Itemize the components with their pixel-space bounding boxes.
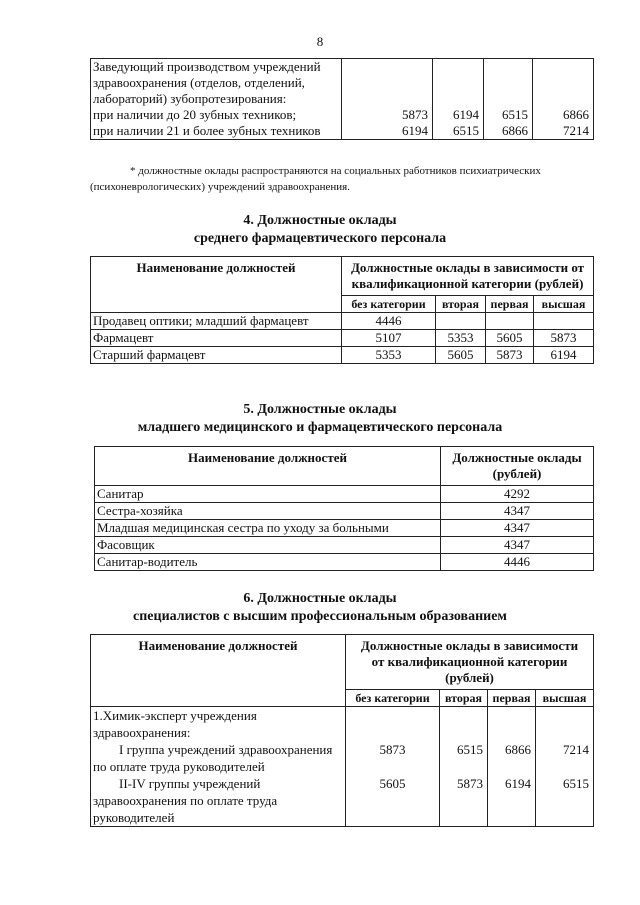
cell-value: 5873 — [342, 59, 433, 124]
subheader: без категории — [346, 690, 440, 707]
row-name: Сестра-хозяйка — [95, 503, 441, 520]
cell-values — [346, 707, 440, 827]
subheader: высшая — [536, 690, 594, 707]
column-header-salary: Должностные оклады в зависимости от квалификационной категории (рублей) — [342, 257, 594, 296]
cell-values — [536, 707, 594, 827]
subheader: первая — [486, 296, 534, 313]
cell-value: 6515 — [563, 776, 589, 791]
group-1 — [93, 741, 343, 775]
table-top-title: Заведующий производством учреждений здравоохранения (отделов, отделений, лабораторий) зубопротезирования: при наличии до 20 зубных техников; — [91, 59, 342, 124]
table-row — [95, 486, 594, 503]
section-5-heading: 5. Должностные оклады младшего медицинского и фармацевтического персонала — [137, 402, 503, 435]
row-name: Продавец оптики; младший фармацевт — [91, 313, 342, 330]
cell-value: 5873 — [486, 347, 534, 364]
cell-value: 4446 — [342, 313, 436, 330]
page-number: 8 — [316, 34, 324, 49]
cell-value: 5353 — [436, 330, 486, 347]
cell-value: 5605 — [486, 330, 534, 347]
cell-value: 5873 — [379, 742, 406, 757]
row-name: II-IV группы учреждений здравоохранения по оплате труда руководителей — [93, 776, 278, 825]
cell-value — [436, 313, 486, 330]
cell-values — [488, 707, 536, 827]
cell-value: 4446 — [441, 554, 594, 571]
cell-value: 5605 — [379, 776, 406, 791]
table-section-6 — [90, 634, 594, 827]
table-row — [95, 537, 594, 554]
cell-value: 6194 — [534, 347, 594, 364]
table-row — [95, 520, 594, 537]
cell-value: 6866 — [484, 123, 533, 140]
column-header-salary: Должностные оклады в зависимости от квалификационной категории (рублей) — [346, 635, 594, 690]
cell-value: 6194 — [505, 776, 531, 791]
cell-value: 4347 — [441, 520, 594, 537]
table-row — [91, 330, 594, 347]
subheader: вторая — [436, 296, 486, 313]
table-row — [95, 503, 594, 520]
table-section-4 — [90, 256, 594, 364]
row-name: Младшая медицинская сестра по уходу за больными — [95, 520, 441, 537]
cell-value: 4347 — [441, 537, 594, 554]
table-top — [90, 58, 594, 140]
subheader: высшая — [534, 296, 594, 313]
row-name: Санитар — [95, 486, 441, 503]
cell-value: 7214 — [563, 742, 589, 757]
section-6-heading: 6. Должностные оклады специалистов с высшим профессиональным образованием — [133, 591, 507, 624]
row-name: Старший фармацевт — [91, 347, 342, 364]
cell-value — [534, 313, 594, 330]
table-section-5 — [94, 446, 594, 571]
table-header-row — [95, 447, 594, 486]
row-name: Фасовщик — [95, 537, 441, 554]
cell-value: 6866 — [505, 742, 531, 757]
row-name: Санитар-водитель — [95, 554, 441, 571]
row-name: при наличии 21 и более зубных техников — [91, 123, 342, 140]
subheader: вторая — [440, 690, 488, 707]
table-header-row — [91, 257, 594, 296]
column-header-salary: Должностные оклады (рублей) — [441, 447, 594, 486]
group-2 — [93, 775, 343, 826]
column-header-name: Наименование должностей — [95, 447, 441, 486]
subheader: первая — [488, 690, 536, 707]
cell-values — [440, 707, 488, 827]
table-row — [95, 554, 594, 571]
row-name: Фармацевт — [91, 330, 342, 347]
cell-value: 6515 — [484, 59, 533, 124]
item-title: 1.Химик-эксперт учреждения здравоохранения: — [93, 708, 257, 740]
table-row — [91, 59, 594, 124]
column-header-name: Наименование должностей — [91, 635, 346, 707]
cell-value: 5107 — [342, 330, 436, 347]
cell-value: 5873 — [457, 776, 483, 791]
footnote: * должностные оклады распространяются на социальных работников психиатрических (психоневрологических) учреждений здравоохранения. — [90, 165, 541, 193]
table-row — [91, 707, 594, 827]
table-row — [91, 347, 594, 364]
cell-value — [486, 313, 534, 330]
table-header-row — [91, 635, 594, 690]
cell-value: 4347 — [441, 503, 594, 520]
cell-value: 4292 — [441, 486, 594, 503]
cell-value: 6194 — [433, 59, 484, 124]
cell-value: 6515 — [457, 742, 483, 757]
cell-value: 6515 — [433, 123, 484, 140]
cell-value: 5605 — [436, 347, 486, 364]
cell-value: 7214 — [533, 123, 594, 140]
section-4-heading: 4. Должностные оклады среднего фармацевтического персонала — [193, 213, 447, 246]
cell-value: 6866 — [533, 59, 594, 124]
table-row — [91, 313, 594, 330]
column-header-name: Наименование должностей — [91, 257, 342, 313]
row-name-block — [91, 707, 346, 827]
cell-value: 5353 — [342, 347, 436, 364]
table-row — [91, 123, 594, 140]
subheader: без категории — [342, 296, 436, 313]
row-name: I группа учреждений здравоохранения по оплате труда руководителей — [93, 742, 333, 774]
cell-value: 5873 — [534, 330, 594, 347]
cell-value: 6194 — [342, 123, 433, 140]
